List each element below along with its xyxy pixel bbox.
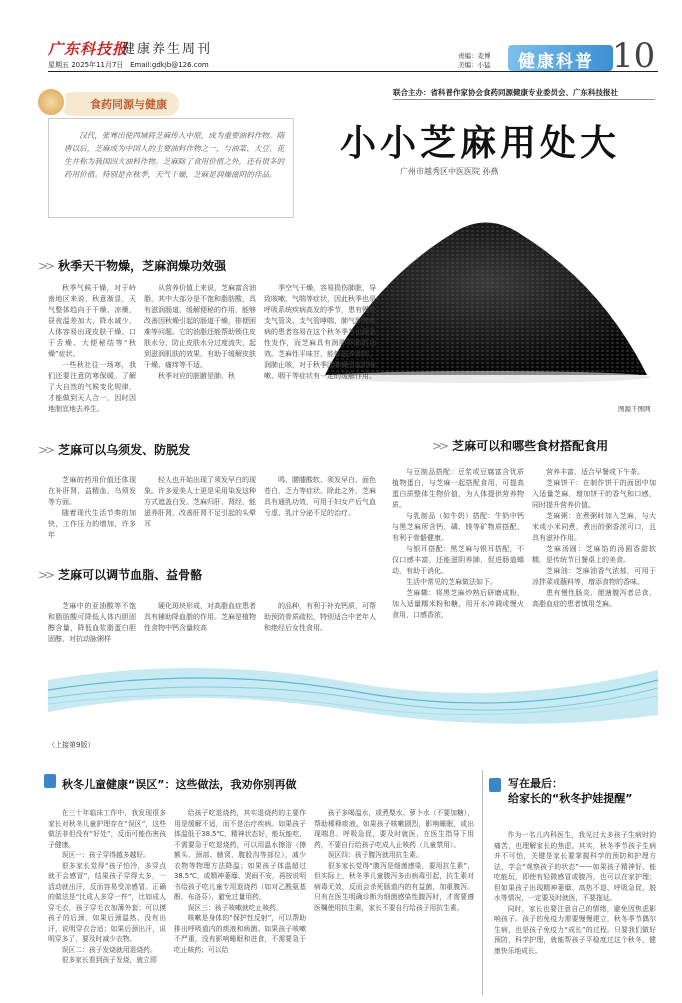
bottom-left-title: 秋冬儿童健康“误区”：这些做法，我劝你别再做 <box>62 778 297 791</box>
section-heading-2: >> 芝麻可以乌须发、防脱发 <box>38 443 191 457</box>
bottom-col3: 孩子多喝温水，或煮梨水、萝卜水（不要加糖），帮助稀释痰液。如果孩子咳嗽剧烈，影响睡眠，或出现喘息、呼吸急促，要及时就医，在医生指导下用药，不要自行给孩子吃成人止咳药（儿童禁用）。 误区四：孩子腹泻就用抗生素。 很多家长觉得“腹泻是细菌感染，要用抗生素”，但实际上，秋冬季儿童腹泻多由病毒引起，抗生素对病毒无效，反而会杀死肠道内的有益菌，加重腹泻。只有在医生明确诊断为细菌感染性腹泻时，才需要遵医嘱使用抗生素，家长不要自行给孩子用抗生素。 <box>314 809 474 912</box>
bottom-col1: 在三十年临床工作中，我发现很多家长对秋冬儿童护理存在“误区”，这些做法非但没有“好处”，反而可能伤害孩子健康。 误区一：孩子穿得越多越好。 很多家长觉得“孩子怕冷，多穿点就不会感冒”，结果孩子穿得太多，一活动就出汗，反而容易受凉感冒。正确的做法是“比成人多穿一件”，比如成人穿毛衣，孩子穿毛衣加薄外套；可以摸孩子的后颈，如果后颈温热、没有出汗，说明穿衣合适；如果后颈出汗，说明穿多了，要及时减少衣物。 误区二：孩子发烧就用退烧药。 很多家长看到孩子发烧，就立即 <box>48 809 166 964</box>
issue-date: 星期五 2025年11月7日 <box>48 61 124 69</box>
intro-box: 汉代，张骞出使西域将芝麻传入中原，成为重要油料作物。隋唐以后，芝麻成为中国人的主要油料作物之一，与油菜、大豆、花生并称为我国四大油料作物。芝麻除了食用价值之外，还有很多的药用价值。特别是在秋季，天气干燥，芝麻是润燥滋阴的佳品。 <box>48 118 294 218</box>
double-chevron-icon: >> <box>432 439 447 453</box>
editor-1: 责编：麦博 <box>458 52 491 60</box>
section1-col1: 秋季气候干燥，对于岭南地区来说，秋意渐显，天气整体趋向于干燥、凉燥，昼夜温差加大，降水减少。人体容易出现皮肤干燥、口干舌燥、大便秘结等“秋燥”症状。 一些秋社往一场寒，我们还要注意防寒保暖。了解了大自然的气候变化规律，才能做到天人合一，因时因地制宜地去养生。 <box>48 284 136 413</box>
section-heading-4: >> 芝麻可以和哪些食材搭配食用 <box>432 439 609 453</box>
bottom-right-col: 作为一名儿内科医生，我见过太多孩子生病时的痛苦，也理解家长的焦虑。其实，秋冬季节孩子生病并不可怕，关键是家长要掌握科学的预防和护理方法，学会“观察孩子的状态”——如果孩子精神好、能吃能玩，即使有轻微感冒或腹泻，也可以在家护理；但如果孩子出现精神萎靡、高热不退、呼吸急促、脱水等情况，一定要及时就医，不要拖延。 同时，家长也要注意自己的情绪，避免因焦虑影响孩子。孩子的免疫力需要慢慢建立，秋冬季节偶尔生病，也是孩子免疫力“成长”的过程。只要我们做好预防，科学护理，就能帮孩子平稳度过这个秋冬，健康快乐地成长。 <box>494 831 656 955</box>
leaf-logo-icon <box>36 87 66 117</box>
section-heading-3: >> 芝麻可以调节血脂、益骨骼 <box>38 568 203 582</box>
continued-note: （上接第9版） <box>48 741 95 749</box>
section-heading-1: >> 秋季天干物燥，芝麻润燥功效强 <box>38 259 227 273</box>
sponsor-rule <box>393 99 655 100</box>
bookmark-icon <box>489 778 501 792</box>
byline: 广州市越秀区中医医院 孙燕 <box>400 167 499 176</box>
section1-col2: 从营养价值上来说，芝麻富含油脂，其中大部分是不饱和脂肪酸，具有滋润肠道，缓解便秘的作用，能够改善因秋燥引起的肠道干燥，排便困难等问题。它的油脂还能帮助锁住皮肤水分，防止皮肤水分过度流失，起到滋润肌肤的效果，有助于缓解皮肤干燥、瘙痒等不适。 秋季对应的脏腑是肺，秋 <box>144 284 256 380</box>
supplement-title: 健康养生周刊 <box>122 42 213 57</box>
section2-col2: 轻人也开始出现了须发早白的现象。许多爱美人士更是采用染发这种方式遮盖白发。芝麻归肝、肾经，能滋养肝肾，改善肝肾不足引起的头晕耳 <box>144 476 256 528</box>
section3-col3: 的品种，有利于补充钙质，可帮助预防骨质疏松，特别适合中老年人和绝经后女性食用。 <box>264 602 376 632</box>
section4-col1: 与豆制品搭配：豆浆或豆腐富含优质植物蛋白，与芝麻一起搭配食用，可提高蛋白质整体生物价值，为人体提供营养物质。 与乳制品（如牛奶）搭配：牛奶中钙与黑芝麻所含钙、磷、镁等矿物质搭配，有利于骨骼健康。 与银耳搭配：黑芝麻与银耳搭配，不仅口感丰富，还能滋阴养肺，促进肠道蠕动，有助于消化。 生活中常见的芝麻做法如下。 芝麻糊：将黑芝麻炒熟后研磨成粉，加入适量糯米粉和糖，用开水冲调或慢火食用，口感香浓， <box>392 468 524 619</box>
article-title: 小小芝麻用处大 <box>340 122 621 164</box>
editor-2: 美编：小猛 <box>458 61 491 69</box>
section3-col2: 硬化斑块形成，对高脂血症患者具有辅助降血脂的作用。芝麻是植物性食物中钙含量较高 <box>144 602 256 632</box>
image-credit: 图源千图网 <box>618 405 651 413</box>
section1-col3: 季空气干燥，容易损伤肺脏，导致咳嗽、气喘等症状，因此秋季也是呼吸系统疾病高发的季节，患有慢性支气管炎、支气管哮喘、肺气肿等疾病的患者容易在这个秋冬季节出现急性发作，而芝麻具有润肺养肺的功效。芝麻性平味甘，能够滋养肺阴，润肺止咳，对于秋季因肺燥引起的咳嗽、咽干等症状有一定的缓解作用。 <box>264 284 376 380</box>
email: Email:gdkjb@126.com <box>130 61 209 69</box>
section3-col1: 芝麻中的亚油酸等不饱和脂肪酸可降低人体内胆固醇含量，降低血浆脂蛋白胆固醇，对抗动脉粥样 <box>48 602 136 643</box>
bottom-right-title: 写在最后： 给家长的“秋冬护娃提醒” <box>508 777 633 805</box>
double-chevron-icon: >> <box>38 259 53 273</box>
double-chevron-icon: >> <box>38 443 53 457</box>
section2-col1: 芝麻的药用价值还体现在补肝肾，益精血，乌须发等方面。 随着现代生活节奏的加快，工作压力的增加，许多年 <box>48 476 136 539</box>
masthead: 广东科技报 <box>48 40 129 58</box>
decorative-wave <box>48 640 658 735</box>
section4-col2: 营养丰富，适合早餐或下午茶。 芝麻饼干：在制作饼干的面团中加入适量芝麻，增加饼干的香气和口感，同时提升营养价值。 芝麻粥：在煮粥时加入芝麻，与大米或小米同煮，煮出的粥香浓可口，且具有滋补作用。 芝麻汤圆：芝麻馅的汤圆香甜软糯，是传统节日餐桌上的美食。 芝麻油：芝麻油香气浓郁，可用于凉拌菜或蘸料等，增添食物的香味。 患有慢性肠炎、便溏腹泻者忌食，高脂血症的患者慎用芝麻。 <box>532 468 656 608</box>
section-banner: 健康科普 <box>508 45 613 71</box>
editors <box>458 52 491 70</box>
bottom-col2: 给孩子吃退烧药，其实退烧药的主要作用是缓解不适，而不是治疗疾病。如果孩子体温低于38.5℃，精神状态好，能玩能吃，不需要急于吃退烧药，可以用温水擦浴（擦额头、颈部、腋窝、腹股沟等部位），减少衣物等物理方法降温；如果孩子体温超过38.5℃，或精神萎靡、哭闹不安，再按说明书给孩子吃儿童专用退烧药（如对乙酰氨基酚、布洛芬），避免过量用药。 误区三：孩子咳嗽就吃止咳药。 咳嗽是身体的“保护性反射”，可以帮助排出呼吸道内的痰液和病菌。如果孩子咳嗽不严重，没有影响睡眠和进食，不需要急于吃止咳药；可以给 <box>174 809 306 954</box>
dateline <box>48 60 209 70</box>
bookmark-icon <box>44 774 56 788</box>
sponsor-line: 联合主办：省科普作家协会食药同源健康专业委员会、广东科技报社 <box>393 88 618 97</box>
column-divider <box>482 770 483 995</box>
column-tag: 食药同源与健康 <box>60 92 179 116</box>
double-chevron-icon: >> <box>38 568 53 582</box>
page-number: 10 <box>612 36 656 76</box>
section2-col3: 鸣、腰膝酸软、须发早白、面色苍白，乏力等症状。除此之外，芝麻具有通乳功效，可用于妇女产后气血亏虚、乳汁分泌不足的治疗。 <box>264 476 376 517</box>
wave-icon <box>48 640 658 735</box>
